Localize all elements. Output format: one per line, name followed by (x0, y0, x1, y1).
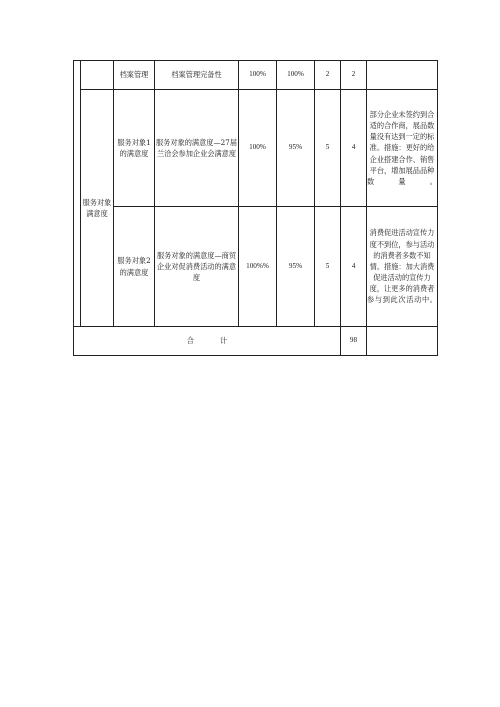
tertiary-indicator-cell: 档案管理 (114, 61, 155, 90)
table-row (74, 207, 438, 327)
secondary-indicator-cell: 服务对象满意度 (81, 90, 114, 327)
indicator-cell: 服务对象的满意度—商贸企业对促消费活动的满意度 (155, 207, 239, 327)
target-value-cell: 100% (239, 90, 277, 207)
weight-cell: 5 (315, 90, 341, 207)
indicator-cell: 档案管理完备性 (155, 61, 239, 90)
note-cell: 部分企业未签约到合适的合作商，展品数量没有达到一定的标准。措施：更好的给企业搭建合作、销售平台，增加展品品种数量。 (367, 90, 438, 207)
tertiary-indicator-cell: 服务对象1的满意度 (114, 90, 155, 207)
performance-table (73, 60, 438, 356)
table-row (74, 90, 438, 207)
note-cell: 消费促进活动宣传力度不到位，参与活动的消费者多数不知情。措施：加大消费促进活动的宣传力度，让更多的消费者参与到此次活动中。 (367, 207, 438, 327)
actual-value-cell: 95% (277, 90, 315, 207)
total-label-cell (74, 327, 341, 356)
target-value-cell: 100%% (239, 207, 277, 327)
total-label: 合计 (186, 336, 254, 346)
indicator-cell: 服务对象的满意度—27届兰洽会参加企业会满意度 (155, 90, 239, 207)
tertiary-indicator-cell: 服务对象2的满意度 (114, 207, 155, 327)
weight-cell: 5 (315, 207, 341, 327)
target-value-cell: 100% (239, 61, 277, 90)
actual-value-cell: 95% (277, 207, 315, 327)
score-cell: 4 (341, 90, 367, 207)
total-row (74, 327, 438, 356)
table-row (74, 61, 438, 90)
actual-value-cell: 100% (277, 61, 315, 90)
score-cell: 4 (341, 207, 367, 327)
weight-cell: 2 (315, 61, 341, 90)
total-score-cell: 98 (341, 327, 367, 356)
primary-indicator-cell (74, 61, 81, 327)
score-cell: 2 (341, 61, 367, 90)
total-note-cell (367, 327, 438, 356)
note-cell (367, 61, 438, 90)
secondary-indicator-cell (81, 61, 114, 90)
